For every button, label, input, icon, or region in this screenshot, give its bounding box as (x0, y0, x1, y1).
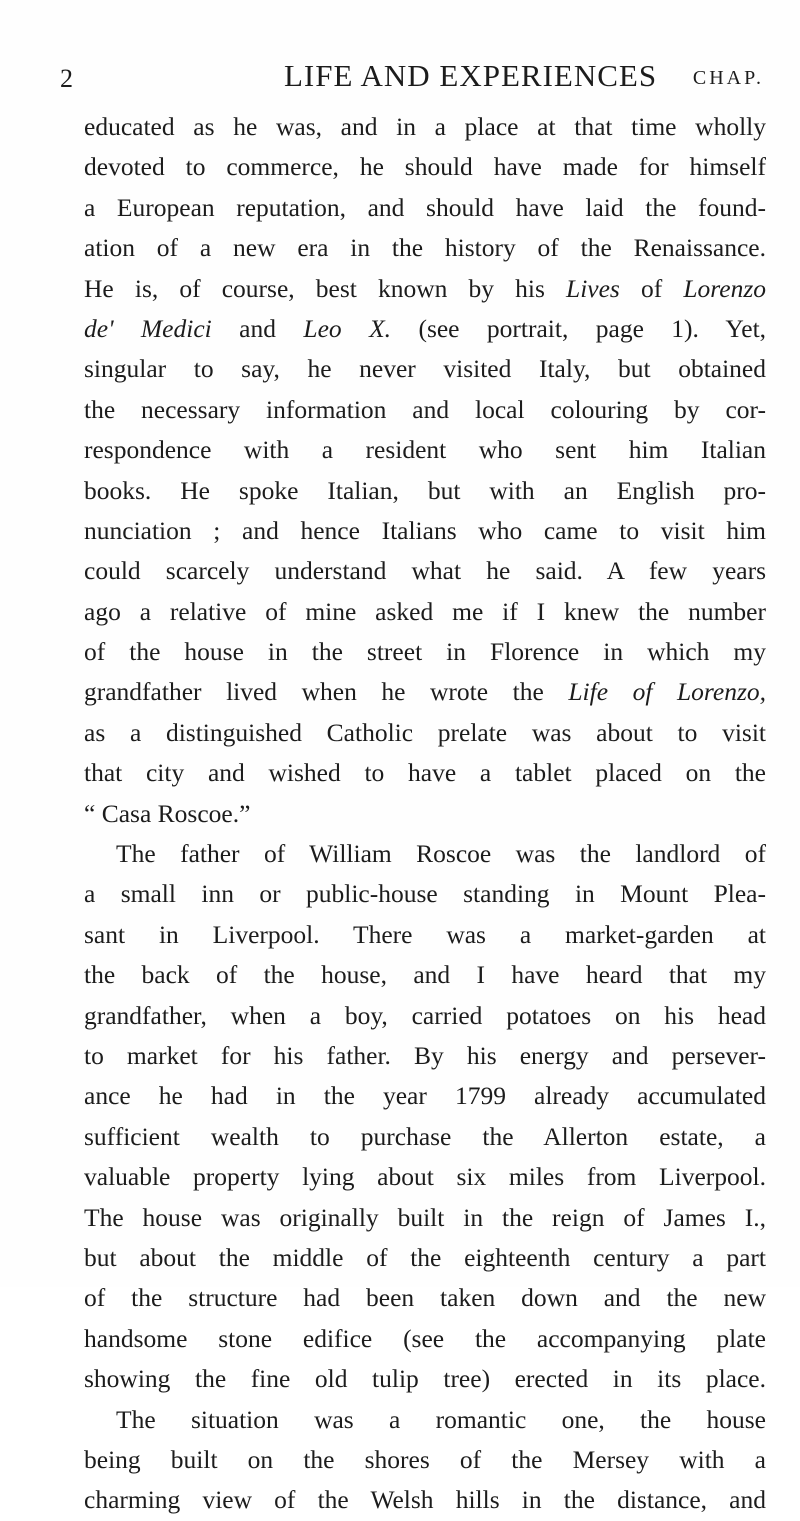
text-line: The house was originally built in the reign of James I., (84, 1202, 766, 1232)
italic-title: Lorenzo (683, 273, 766, 303)
text-line: of the house in the street in Florence in which my (84, 637, 766, 667)
text-line: nunciation ; and hence Italians who came to visit him (84, 515, 766, 545)
text-line: ation of a new era in the history of the Renaissance. (84, 233, 766, 263)
page-number: 2 (60, 64, 73, 93)
text-line: showing the fine old tulip tree) erected in its place. (84, 1364, 766, 1394)
text-line (84, 672, 766, 712)
text-run: (see portrait, page 1). Yet, (418, 313, 766, 343)
text-line: grandfather, when a boy, carried potatoes on his head (84, 1000, 766, 1030)
text-line: sant in Liverpool. There was a market-garden at (84, 919, 766, 949)
text-line: charming view of the Welsh hills in the distance, and (84, 1485, 766, 1515)
text-line: ago a relative of mine asked me if I knew the number (84, 596, 766, 626)
text-line: valuable property lying about six miles from Liverpool. (84, 1162, 766, 1192)
text-run: He is, of course, best known by his (84, 273, 545, 303)
italic-title: de' Medici (84, 313, 212, 343)
text-line: of the structure had been taken down and the new (84, 1283, 766, 1313)
text-line: The father of William Roscoe was the landlord of (116, 839, 766, 869)
text-run: grandfather lived when he wrote the (84, 677, 544, 707)
text-line: that city and wished to have a tablet placed on the (84, 758, 766, 788)
text-line: ance he had in the year 1799 already accumulated (84, 1081, 766, 1111)
italic-title: Leo X. (303, 313, 392, 343)
text-line: the necessary information and local colouring by cor- (84, 394, 766, 424)
italic-title: Lives (566, 273, 620, 303)
text-line: a small inn or public-house standing in Mount Plea- (84, 879, 766, 909)
running-head (60, 58, 764, 94)
text-line: handsome stone edifice (see the accompanying plate (84, 1323, 766, 1353)
text-line: educated as he was, and in a place at that time wholly (84, 112, 766, 141)
text-line: being built on the shores of the Mersey with a (84, 1444, 766, 1474)
text-line: “ Casa Roscoe.” (84, 798, 251, 828)
text-run: of (640, 273, 663, 303)
text-line: devoted to commerce, he should have made for himself (84, 152, 766, 182)
text-line (84, 269, 766, 309)
running-title: LIFE AND EXPERIENCES (284, 58, 658, 93)
text-line: could scarcely understand what he said. A few years (84, 556, 766, 586)
text-line: The situation was a romantic one, the house (116, 1404, 766, 1434)
text-line: as a distinguished Catholic prelate was about to visit (84, 717, 766, 747)
text-line: to market for his father. By his energy and persever- (84, 1040, 766, 1070)
text-line: a European reputation, and should have laid the found- (84, 192, 766, 222)
chapter-label: CHAP. (692, 67, 764, 89)
text-line: singular to say, he never visited Italy, but obtained (84, 354, 766, 384)
text-line: the back of the house, and I have heard that my (84, 960, 766, 990)
text-run: and (239, 313, 276, 343)
text-line (84, 309, 766, 349)
text-line: books. He spoke Italian, but with an English pro- (84, 475, 766, 505)
text-line: respondence with a resident who sent him Italian (84, 435, 766, 465)
text-line: sufficient wealth to purchase the Allerton estate, a (84, 1121, 766, 1151)
text-line: but about the middle of the eighteenth century a part (84, 1242, 766, 1272)
italic-title: Life of Lorenzo, (568, 677, 766, 707)
body-text (84, 107, 766, 1521)
